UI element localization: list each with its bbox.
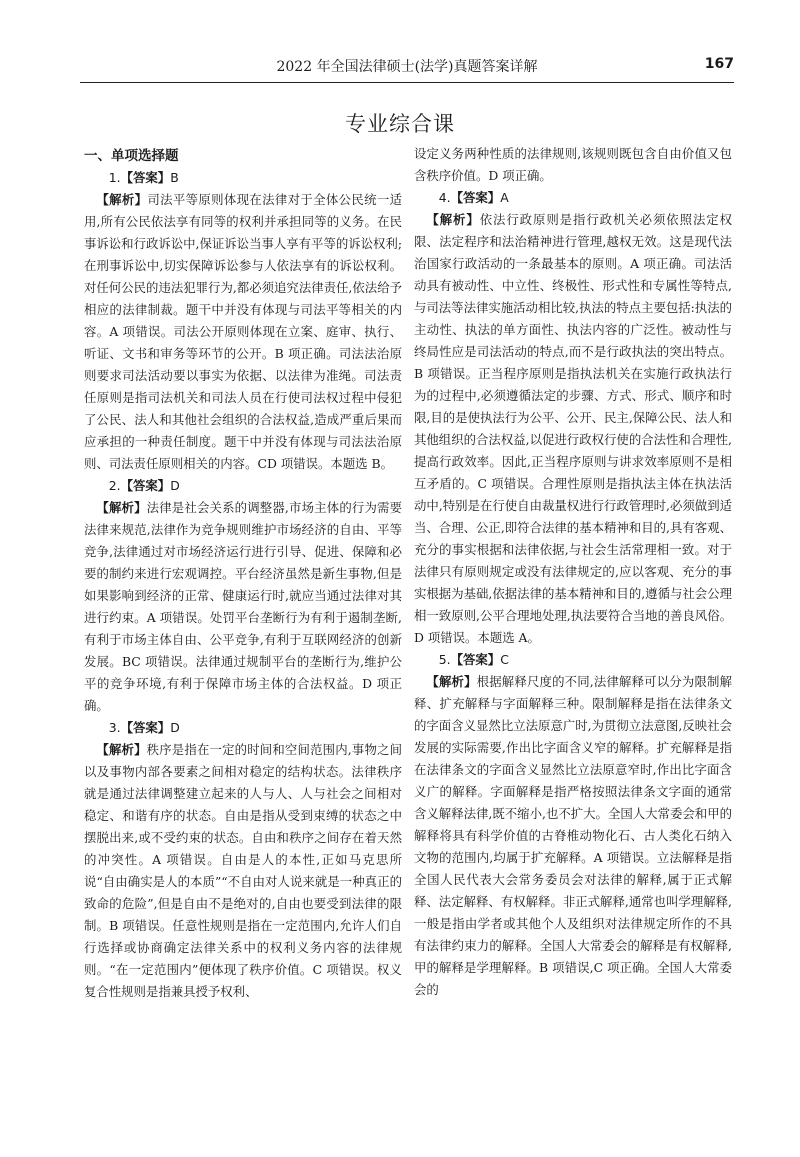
right-column <box>414 143 732 1001</box>
question-1-analysis: 【解析】司法平等原则体现在法律对于全体公民统一适用,所有公民依法享有同等的权利并承担同等的义务。在民事诉讼和行政诉讼中,保证诉讼当事人享有平等的诉讼权利;在刑事诉讼中,切实保障诉讼参与人依法享有的诉讼权利。对任何公民的违法犯罪行为,都必须追究法律责任,依法给予相应的法律制裁。题干中并没有体现与司法平等相关的内容。A 项错误。司法公开原则体现在立案、庭审、执行、听证、文书和审务等环节的公开。B 项正确。司法法治原则要求司法活动要以事实为依据、以法律为准绳。司法责任原则是指司法机关和司法人员在行使司法权过程中侵犯了公民、法人和其他社会组织的合法权益,造成严重后果而应承担的一种责任制度。题干中并没有体现与司法法治原则、司法责任原则相关的内容。CD 项错误。本题选 B。 <box>84 192 403 471</box>
header-title: 2022 年全国法律硕士(法学)真题答案详解 <box>276 59 538 75</box>
question-5-answer: 5.【答案】C <box>438 652 509 667</box>
question-2-answer: 2.【答案】D <box>108 478 180 493</box>
question-3-answer: 3.【答案】D <box>108 720 180 735</box>
question-5-analysis: 【解析】根据解释尺度的不同,法律解释可以分为限制解释、扩充解释与字面解释三种。限制解释是指在法律条文的字面含义显然比立法原意广时,为贯彻立法意图,反映社会发展的实际需要,作出比字面含义窄的解释。扩充解释是指在法律条文的字面含义显然比立法原意窄时,作出比字面含义广的解释。字面解释是指严格按照法律条文字面的通常含义解释法律,既不缩小,也不扩大。全国人大常委会和甲的解释将具有科学价值的古脊椎动物化石、古人类化石纳入文物的范围内,均属于扩充解释。A 项错误。立法解释是指全国人民代表大会常务委员会对法律的解释,属于正式解释、法定解释、有权解释。非正式解释,通常也叫学理解释,一般是指由学者或其他个人及组织对法律规定所作的不具有法律约束力的解释。全国人大常委会的解释是有权解释,甲的解释是学理解释。B 项错误,C 项正确。全国人大常委会的 <box>414 674 732 997</box>
question-3-analysis-continued: 设定义务两种性质的法律规则,该规则既包含自由价值又包含秩序价值。D 项正确。 <box>414 146 732 183</box>
header-rule <box>80 82 734 83</box>
left-column <box>84 143 402 1003</box>
question-1-answer: 1.【答案】B <box>108 170 179 185</box>
question-2-analysis: 【解析】法律是社会关系的调整器,市场主体的行为需要法律来规范,法律作为竞争规则维护市场经济的自由、平等竞争,法律通过对市场经济运行进行引导、促进、保障和必要的制约来进行宏观调控。平台经济虽然是新生事物,但是如果影响到经济的正常、健康运行时,就应当通过法律对其进行约束。A 项错误。处罚平台垄断行为有利于遏制垄断,有利于市场主体自由、公平竞争,有利于互联网经济的创新发展。BC 项错误。法律通过规制平台的垄断行为,维护公平的竞争环境,有利于保障市场主体的合法权益。D 项正确。 <box>84 500 402 713</box>
page-number: 167 <box>704 56 734 72</box>
page-title: 专业综合课 <box>345 112 455 136</box>
section-heading: 一、单项选择题 <box>84 148 179 164</box>
question-4-answer: 4.【答案】A <box>438 190 509 205</box>
question-4-analysis: 【解析】依法行政原则是指行政机关必须依照法定权限、法定程序和法治精神进行管理,越权无效。这是现代法治国家行政活动的一条最基本的原则。A 项正确。司法活动具有被动性、中立性、终极性、形式性和专属性等特点,与司法等法律实施活动相比较,执法的特点主要包括:执法的主动性、执法的单方面性、执法内容的广泛性。被动性与终局性应是司法活动的特点,而不是行政执法的突出特点。B 项错误。正当程序原则是指执法机关在实施行政执法行为的过程中,必须遵循法定的步骤、方式、形式、顺序和时限,目的是使执法行为公平、公开、民主,保障公民、法人和其他组织的合法权益,以促进行政权行使的合法性和合理性,提高行政效率。因此,正当程序原则与讲求效率原则不是相互矛盾的。C 项错误。合理性原则是指执法主体在执法活动中,特别是在行使自由裁量权进行行政管理时,必须做到适当、合理、公正,即符合法律的基本精神和目的,具有客观、充分的事实根据和法律依据,与社会生活常理相一致。对于法律只有原则规定或没有法律规定的,应以客观、充分的事实根据为基础,依据法律的基本精神和目的,遵循与社会公理相一致原则,公平合理地处理,执法要符合当地的善良风俗。D 项错误。本题选 A。 <box>414 212 732 645</box>
question-3-analysis: 【解析】秩序是指在一定的时间和空间范围内,事物之间以及事物内部各要素之间相对稳定的结构状态。法律秩序就是通过法律调整建立起来的人与人、人与社会之间相对稳定、和谐有序的状态。自由是指从受到束缚的状态之中摆脱出来,或不受约束的状态。自由和秩序之间存在着天然的冲突性。A 项错误。自由是人的本性,正如马克思所说“自由确实是人的本质”“不自由对人说来就是一种真正的致命的危险”,但是自由不是绝对的,自由也要受到法律的限制。B 项错误。任意性规则是指在一定范围内,允许人们自行选择或协商确定法律关系中的权利义务内容的法律规则。“在一定范围内”便体现了秩序价值。C 项错误。权义复合性规则是指兼具授予权利、 <box>84 742 402 999</box>
page-header <box>80 56 734 78</box>
